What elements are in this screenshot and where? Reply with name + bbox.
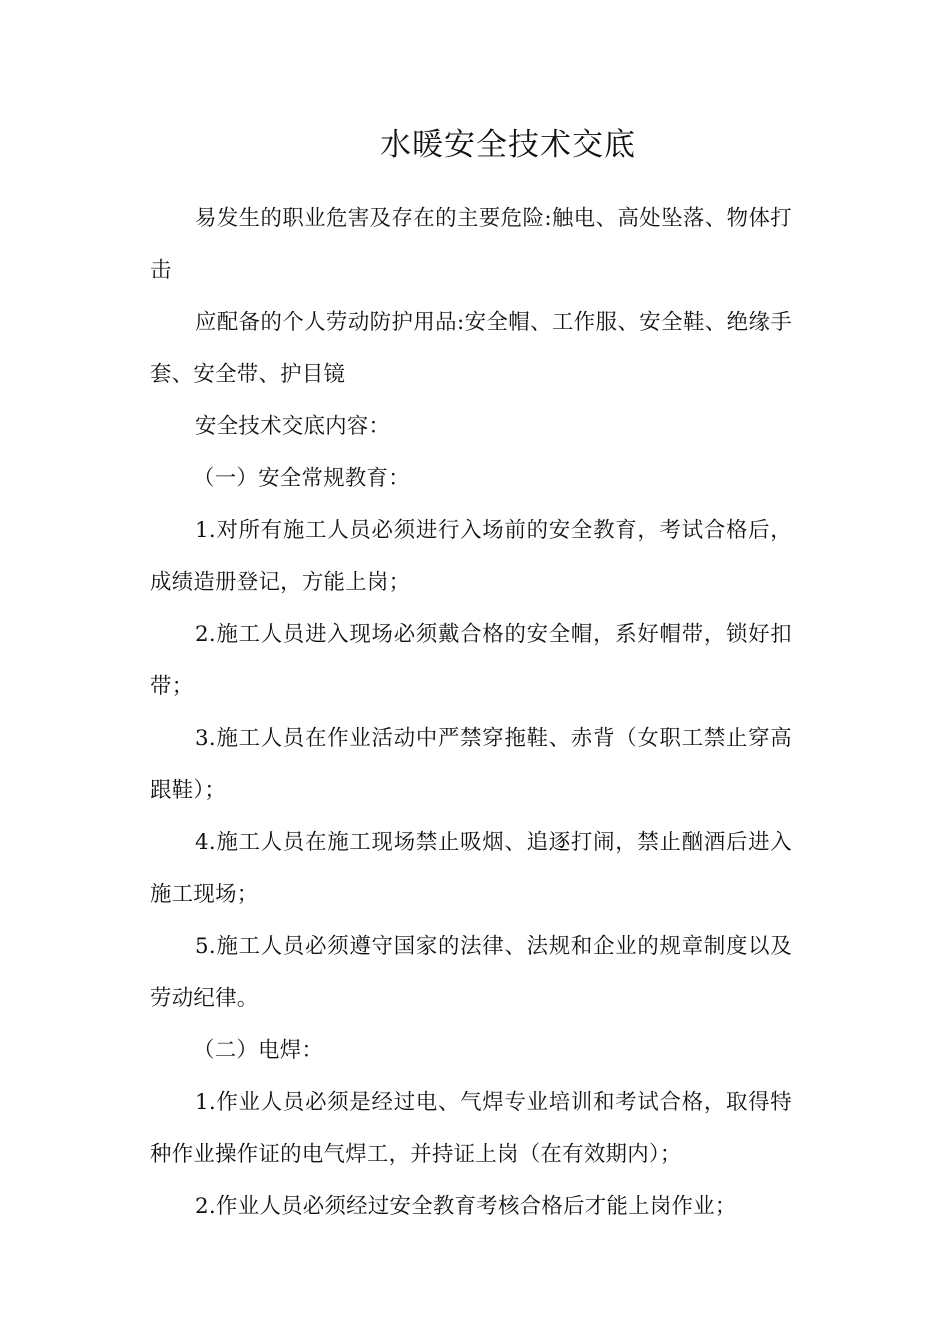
section-heading-welding: （二）电焊：	[193, 1038, 324, 1063]
list-item: 5.施工人员必须遵守国家的法律、法规和企业的规章制度以及劳动纪律。	[150, 934, 792, 1011]
document-body	[150, 193, 792, 1233]
paragraph-hazards: 易发生的职业危害及存在的主要危险:触电、高处坠落、物体打击	[150, 206, 792, 283]
list-item: 4.施工人员在施工现场禁止吸烟、追逐打闹，禁止酗酒后进入施工现场；	[150, 830, 792, 907]
document-title: 水暖安全技术交底	[380, 127, 636, 163]
list-item: 3.施工人员在作业活动中严禁穿拖鞋、赤背（女职工禁止穿高跟鞋）；	[150, 726, 792, 803]
paragraph-content-heading: 安全技术交底内容：	[195, 414, 391, 439]
list-item: 1.作业人员必须是经过电、气焊专业培训和考试合格，取得特种作业操作证的电气焊工，并持证上岗（在有效期内）；	[150, 1090, 792, 1167]
list-item: 2.施工人员进入现场必须戴合格的安全帽，系好帽带，锁好扣带；	[150, 622, 792, 699]
list-item: 1.对所有施工人员必须进行入场前的安全教育，考试合格后，成绩造册登记，方能上岗；	[150, 518, 792, 595]
section-heading-general-education: （一）安全常规教育：	[193, 466, 410, 491]
paragraph-protective-equipment: 应配备的个人劳动防护用品:安全帽、工作服、安全鞋、绝缘手套、安全带、护目镜	[150, 310, 792, 387]
list-item: 2.作业人员必须经过安全教育考核合格后才能上岗作业；	[195, 1194, 737, 1219]
